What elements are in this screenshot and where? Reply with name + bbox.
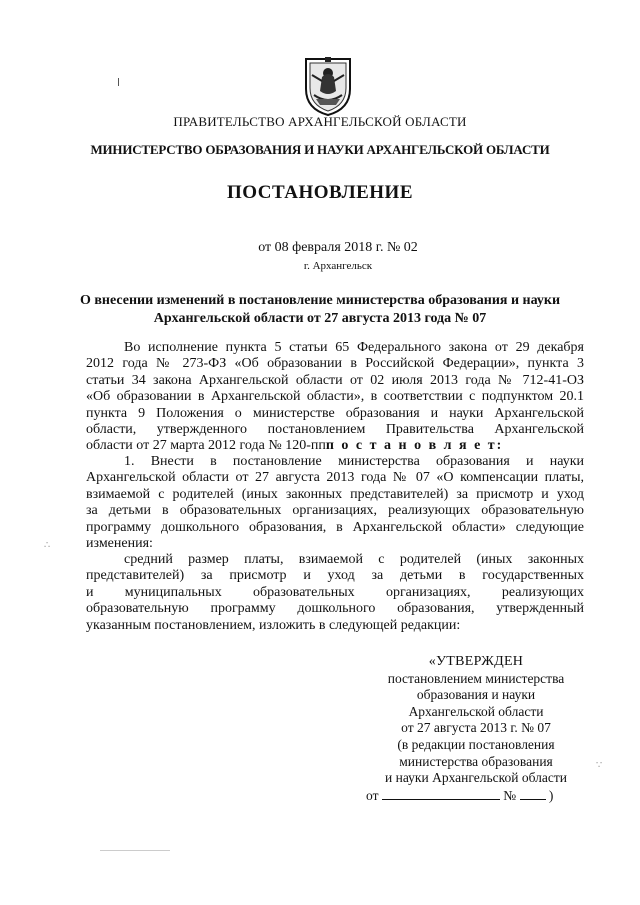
subject-line-2: Архангельской области от 27 августа 2013 года № 07 xyxy=(153,311,487,326)
amendment-line: представителей) за присмотр и уход за детьми в государственных xyxy=(86,568,584,584)
amendment-line: и муниципальных образовательных организациях, реализующих xyxy=(86,584,584,600)
amendment-line: указанным постановлением, изложить в следующей редакции: xyxy=(86,617,461,633)
approval-line: постановлением министерства xyxy=(387,670,565,686)
government-heading: ПРАВИТЕЛЬСТВО АРХАНГЕЛЬСКОЙ ОБЛАСТИ xyxy=(173,114,467,129)
preamble-line: «Об образовании в Архангельской области», в соответствии с подпунктом 20.1 xyxy=(86,389,584,405)
signature-from-label: от xyxy=(366,787,379,803)
item-1-line: за детьми в образовательных организациях, реализующих образовательную xyxy=(86,503,584,519)
preamble-line: области от 27 марта 2012 года № 120-пп xyxy=(86,438,326,454)
number-blank-underline xyxy=(520,787,546,800)
approval-line: (в редакции постановления xyxy=(397,736,555,752)
subject-line-1: О внесении изменений в постановление министерства образования и науки xyxy=(79,293,561,308)
amendment-line: средний размер платы, взимаемой с родителей (иных законных xyxy=(124,552,584,567)
coat-of-arms-emblem xyxy=(300,55,356,117)
signature-number-label: № xyxy=(503,787,517,803)
document-subject xyxy=(0,292,640,328)
approval-signature-line xyxy=(366,787,586,805)
scan-speckle: ∵ xyxy=(596,760,603,771)
preamble-line: Во исполнение пункта 5 статьи 65 Федерального закона от 29 декабря xyxy=(124,340,584,355)
paragraph-item-1 xyxy=(86,454,584,552)
item-1-line: взимаемой с родителей (иных законных представителей) за присмотр и уход xyxy=(86,486,584,502)
document-type-title: ПОСТАНОВЛЕНИЕ xyxy=(226,182,414,203)
approval-line: Архангельской области xyxy=(408,703,544,719)
item-1-line: Архангельской области от 27 августа 2013 года № 07 «О компенсации платы, xyxy=(86,470,584,486)
document-city: г. Архангельск xyxy=(303,260,373,272)
preamble-line: 2012 года № 273-ФЗ «Об образовании в Российской Федерации», пункта 3 xyxy=(86,356,584,372)
preamble-line: области, утвержденного постановлением Правительства Архангельской xyxy=(86,421,584,437)
approval-line: и науки Архангельской области xyxy=(385,770,567,786)
item-1-line: изменения: xyxy=(86,535,153,551)
preamble-line: статьи 34 закона Архангельской области от 02 июля 2013 года № 712-41-ОЗ xyxy=(86,372,584,388)
preamble-last-line xyxy=(86,438,584,454)
resolves-word: п о с т а н о в л я е т: xyxy=(325,438,504,454)
paragraph-preamble xyxy=(86,340,584,455)
date-blank-underline xyxy=(382,787,500,800)
scan-mark xyxy=(118,78,119,86)
ministry-heading: МИНИСТЕРСТВО ОБРАЗОВАНИЯ И НАУКИ АРХАНГЕЛЬСКОЙ ОБЛАСТИ xyxy=(90,142,550,157)
scan-smudge xyxy=(100,850,170,851)
item-1-line: программу дошкольного образования, в Архангельской области» следующие xyxy=(86,519,584,535)
approval-stamp-block xyxy=(366,654,586,804)
amendment-line: образовательную программу дошкольного образования, утвержденный xyxy=(86,601,584,617)
signature-close-paren: ) xyxy=(548,787,554,803)
document-date: от 08 февраля 2018 г. № 02 xyxy=(258,240,418,255)
approval-line: министерства образования xyxy=(399,753,553,769)
item-1-line: 1. Внести в постановление министерства образования и науки xyxy=(124,454,584,469)
preamble-line: пункта 9 Положения о министерстве образования и науки Архангельской xyxy=(86,405,584,421)
approval-line: от 27 августа 2013 г. № 07 xyxy=(401,720,551,736)
paragraph-amendment xyxy=(86,552,584,634)
scan-speckle: ∴ xyxy=(44,540,51,551)
approval-heading: «УТВЕРЖДЕН xyxy=(428,654,524,669)
approval-line: образования и науки xyxy=(416,687,536,703)
